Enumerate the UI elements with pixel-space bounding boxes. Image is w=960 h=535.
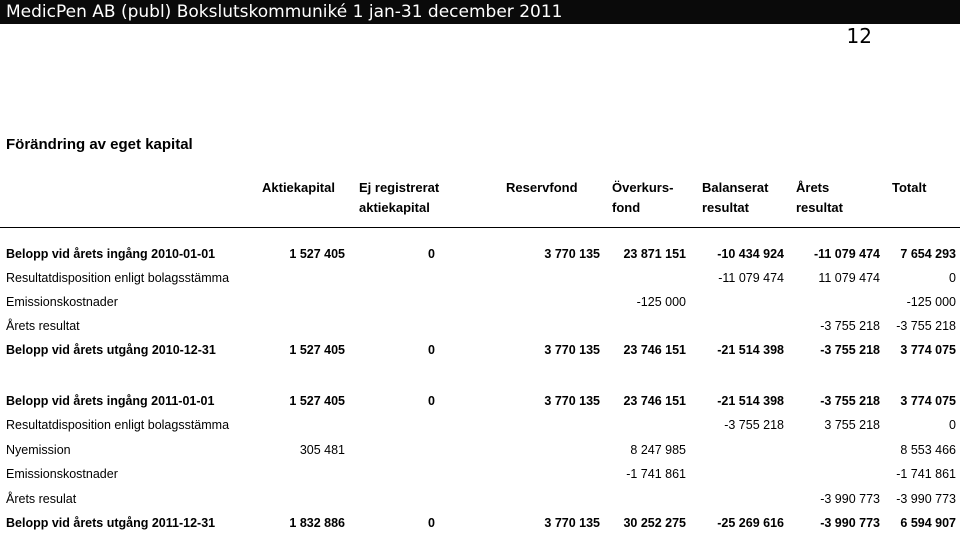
row-label: Belopp vid årets ingång 2010-01-01 xyxy=(6,247,216,261)
table-row xyxy=(0,314,960,338)
row-label: Belopp vid årets utgång 2010-12-31 xyxy=(6,343,216,357)
column-header-totalt: Totalt xyxy=(892,180,927,195)
document-header-bar xyxy=(0,0,960,24)
cell-totalt: 7 654 293 xyxy=(900,247,956,261)
cell-arets-resultat: -3 755 218 xyxy=(820,394,880,408)
cell-totalt: 6 594 907 xyxy=(900,516,956,530)
cell-reservfond: 3 770 135 xyxy=(544,247,600,261)
cell-balanserat: -3 755 218 xyxy=(724,418,784,432)
row-label: Resultatdisposition enligt bolagsstämma xyxy=(6,271,230,285)
cell-totalt: -3 755 218 xyxy=(896,319,956,333)
cell-balanserat: -25 269 616 xyxy=(717,516,784,530)
section-title: Förändring av eget kapital xyxy=(6,136,193,153)
column-header-overkursfond: Överkurs- fond xyxy=(612,180,674,215)
cell-arets-resultat: -3 755 218 xyxy=(820,343,880,357)
cell-arets-resultat: 11 079 474 xyxy=(818,271,880,285)
cell-ej-registrerat: 0 xyxy=(428,343,435,357)
cell-aktiekapital: 1 832 886 xyxy=(289,516,345,530)
row-label: Belopp vid årets ingång 2011-01-01 xyxy=(6,394,215,408)
cell-arets-resultat: -3 755 218 xyxy=(820,319,880,333)
cell-overkursfond: 30 252 275 xyxy=(623,516,686,530)
cell-overkursfond: -1 741 861 xyxy=(626,467,686,481)
row-label: Emissionskostnader xyxy=(6,467,118,481)
column-header-arets-resultat: Årets resultat xyxy=(796,180,843,215)
column-header-balanserat-resultat: Balanserat resultat xyxy=(702,180,769,215)
table-row xyxy=(0,389,960,413)
cell-totalt: 0 xyxy=(949,271,956,285)
table-row xyxy=(0,438,960,462)
cell-totalt: 3 774 075 xyxy=(900,394,956,408)
cell-overkursfond: -125 000 xyxy=(636,295,686,309)
cell-totalt: -1 741 861 xyxy=(896,467,956,481)
cell-overkursfond: 23 746 151 xyxy=(623,343,686,357)
table-row xyxy=(0,413,960,437)
row-label: Belopp vid årets utgång 2011-12-31 xyxy=(6,516,216,530)
cell-aktiekapital: 1 527 405 xyxy=(289,343,345,357)
cell-ej-registrerat: 0 xyxy=(428,394,435,408)
row-label: Årets resulat xyxy=(6,492,77,506)
table-row xyxy=(0,266,960,290)
cell-balanserat: -21 514 398 xyxy=(717,343,784,357)
cell-aktiekapital: 1 527 405 xyxy=(289,394,345,408)
row-label: Resultatdisposition enligt bolagsstämma xyxy=(6,418,230,432)
cell-totalt: -125 000 xyxy=(906,295,956,309)
cell-aktiekapital: 305 481 xyxy=(299,443,345,457)
column-header-aktiekapital: Aktiekapital xyxy=(262,180,335,195)
cell-arets-resultat: -11 079 474 xyxy=(813,247,880,261)
cell-balanserat: -21 514 398 xyxy=(717,394,784,408)
cell-totalt: -3 990 773 xyxy=(896,492,956,506)
cell-ej-registrerat: 0 xyxy=(428,516,435,530)
column-header-reservfond: Reservfond xyxy=(506,180,578,195)
cell-totalt: 8 553 466 xyxy=(900,443,956,457)
table-row xyxy=(0,290,960,314)
column-header-ej-registrerat: Ej registrerat aktiekapital xyxy=(359,180,440,215)
cell-reservfond: 3 770 135 xyxy=(544,394,600,408)
row-label: Årets resultat xyxy=(6,319,80,333)
cell-arets-resultat: 3 755 218 xyxy=(824,418,880,432)
cell-totalt: 3 774 075 xyxy=(900,343,956,357)
cell-overkursfond: 23 871 151 xyxy=(623,247,686,261)
table-row xyxy=(0,242,960,266)
table-row xyxy=(0,511,960,535)
header-rule xyxy=(0,227,960,228)
cell-overkursfond: 8 247 985 xyxy=(630,443,686,457)
row-label: Emissionskostnader xyxy=(6,295,118,309)
cell-reservfond: 3 770 135 xyxy=(544,516,600,530)
cell-balanserat: -10 434 924 xyxy=(717,247,784,261)
cell-arets-resultat: -3 990 773 xyxy=(820,516,880,530)
table-row xyxy=(0,462,960,486)
page-number: 12 xyxy=(846,24,872,48)
table-row xyxy=(0,487,960,511)
cell-overkursfond: 23 746 151 xyxy=(623,394,686,408)
cell-aktiekapital: 1 527 405 xyxy=(289,247,345,261)
cell-balanserat: -11 079 474 xyxy=(718,271,784,285)
table-row xyxy=(0,338,960,362)
cell-totalt: 0 xyxy=(949,418,956,432)
cell-reservfond: 3 770 135 xyxy=(544,343,600,357)
cell-arets-resultat: -3 990 773 xyxy=(820,492,880,506)
cell-ej-registrerat: 0 xyxy=(428,247,435,261)
document-header-title: MedicPen AB (publ) Bokslutskommuniké 1 jan-31 december 2011 xyxy=(6,2,563,22)
row-label: Nyemission xyxy=(6,443,71,457)
